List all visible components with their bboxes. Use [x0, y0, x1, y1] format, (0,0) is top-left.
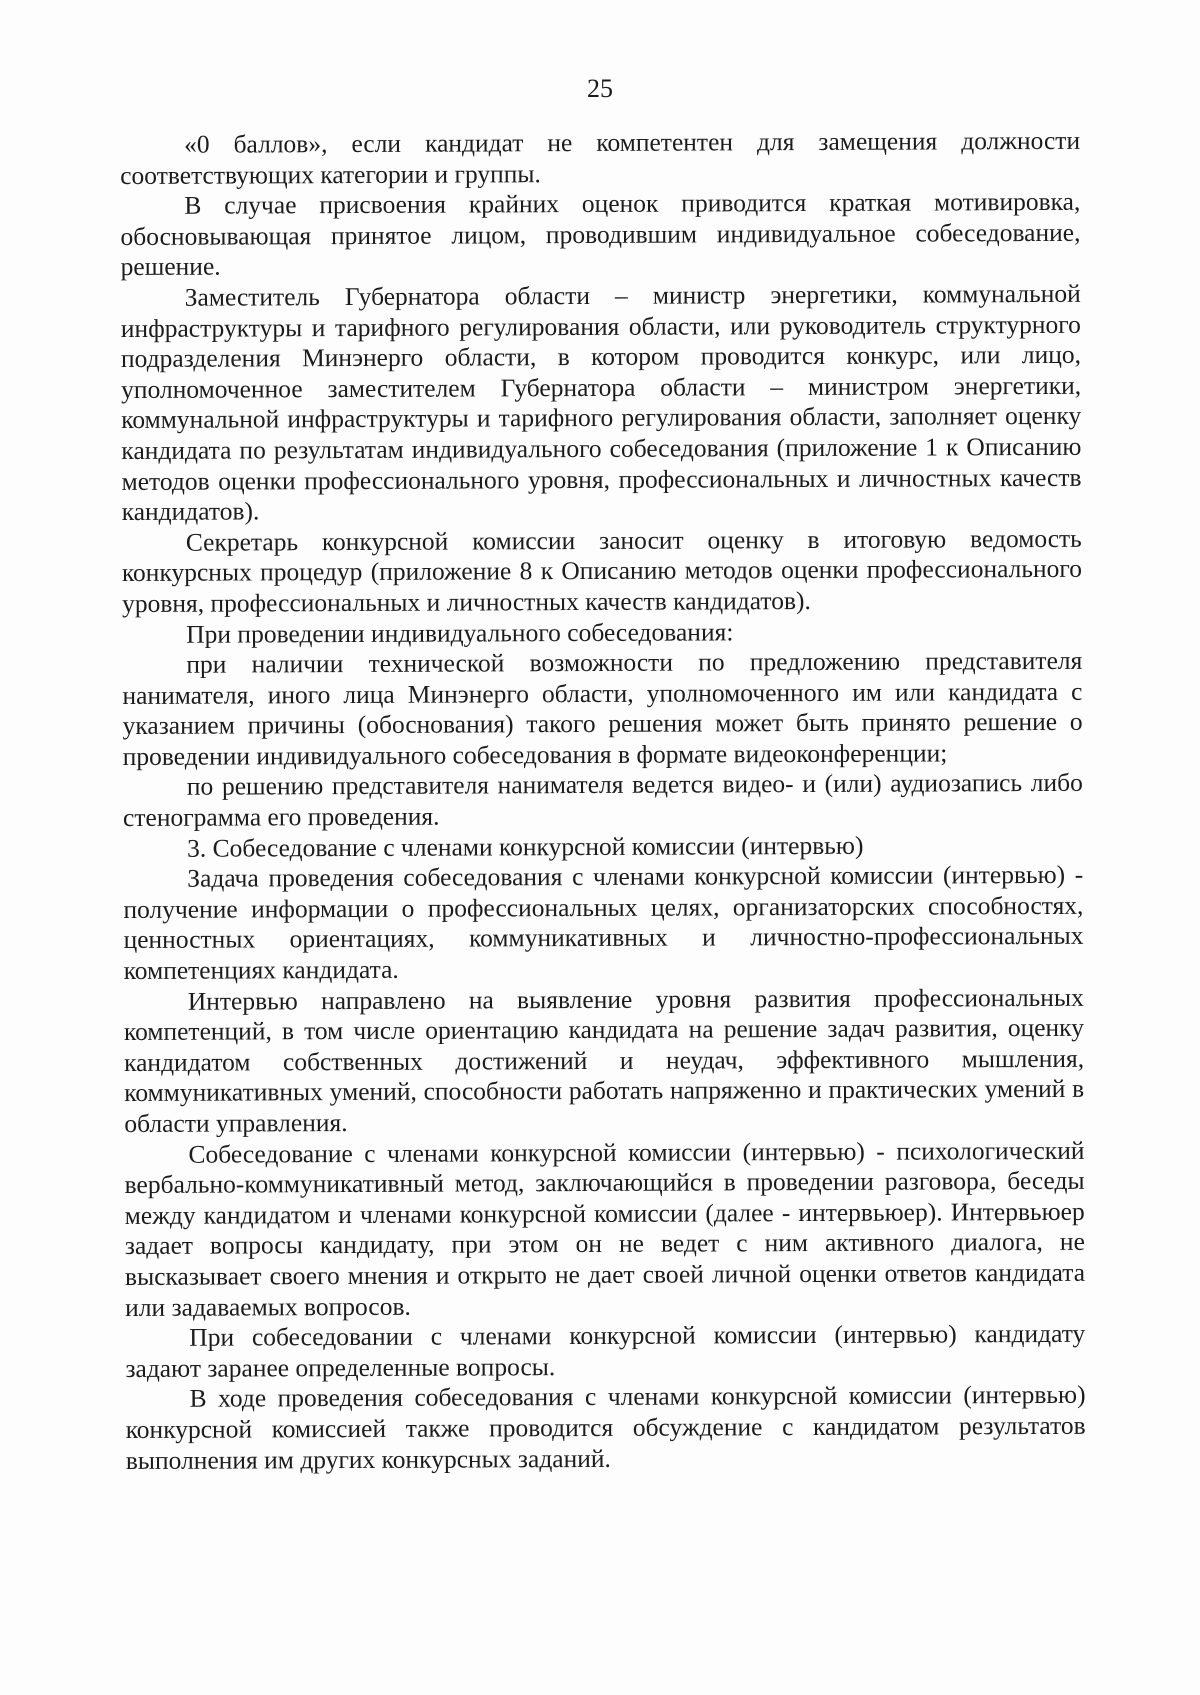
paragraph-videoconference: при наличии технической возможности по предложению представителя нанимателя, иного лица Минэнерго области, уполномоченного им или кандидата с указанием причины (обоснования) такого решения может быть принято решение о проведении индивидуального собеседования в формате видеоконференции; [122, 645, 1083, 771]
section-heading-interview: 3. Собеседование с членами конкурсной комиссии (интервью) [187, 830, 864, 863]
paragraph-individual-interview-intro: При проведении индивидуального собеседования: [186, 616, 734, 649]
paragraph-discussion: В ходе проведения собеседования с членами конкурсной комиссии (интервью) конкурсной комиссией также проводится обсуждение с кандидатом результатов выполнения им других конкурсных заданий. [125, 1380, 1086, 1475]
paragraph-interview-aim: Интервью направлено на выявление уровня развития профессиональных компетенций, в том числе ориентацию кандидата на решение задач развития, оценку кандидатом собственных достижений и неудач, эффективного мышления, коммуникативных умений, способности работать напряженно и практических умений в области управления. [123, 982, 1085, 1138]
paragraph-interview-method: Собеседование с членами конкурсной комиссии (интервью) - психологический вербально-коммуникативный метод, заключающийся в проведении разговора, беседы между кандидатом и членами конкурсной комиссии (далее - интервьюер). Интервьюер задает вопросы кандидату, при этом он не ведет с ним активного диалога, не высказывает своего мнения и открыто не дает своей личной оценки ответов кандидата или задаваемых вопросов. [124, 1135, 1086, 1322]
paragraph-extreme-scores: В случае присвоения крайних оценок приводится краткая мотивировка, обосновывающая принятое лицом, проводившим индивидуальное собеседование, решение. [120, 186, 1081, 282]
paragraph-deputy-governor: Заместитель Губернатора области – министр энергетики, коммунальной инфраструктуры и тарифного регулирования области, или руководитель структурного подразделения Минэнерго области, в котором проводится конкурс, или лицо, уполномоченное заместителем Губернатора области – министром энергетики, коммунальной инфраструктуры и тарифного регулирования области, заполняет оценку кандидата по результатам индивидуального собеседования (приложение 1 к Описанию методов оценки профессионального уровня, профессиональных и личностных качеств кандидатов). [120, 278, 1082, 527]
paragraph-zero-points: «0 баллов», если кандидат не компетентен для замещения должности соответствующих категории и группы. [120, 125, 1081, 190]
paragraph-interview-task: Задача проведения собеседования с членами конкурсной комиссии (интервью) - получение информации о профессиональных целях, организаторских способностях, ценностных ориентациях, коммуникативных и личностно-профессиональных компетенциях кандидата. [123, 860, 1084, 986]
page-number: 25 [587, 74, 613, 103]
document-body [120, 126, 1086, 1476]
paragraph-recording: по решению представителя нанимателя ведется видео- и (или) аудиозапись либо стенограмма его проведения. [122, 768, 1083, 833]
paragraph-predefined-questions: При собеседовании с членами конкурсной комиссии (интервью) кандидату задают заранее определенные вопросы. [125, 1318, 1086, 1383]
paragraph-secretary: Секретарь конкурсной комиссии заносит оценку в итоговую ведомость конкурсных процедур (приложение 8 к Описанию методов оценки профессионального уровня, профессиональных и личностных качеств кандидатов). [121, 523, 1082, 618]
